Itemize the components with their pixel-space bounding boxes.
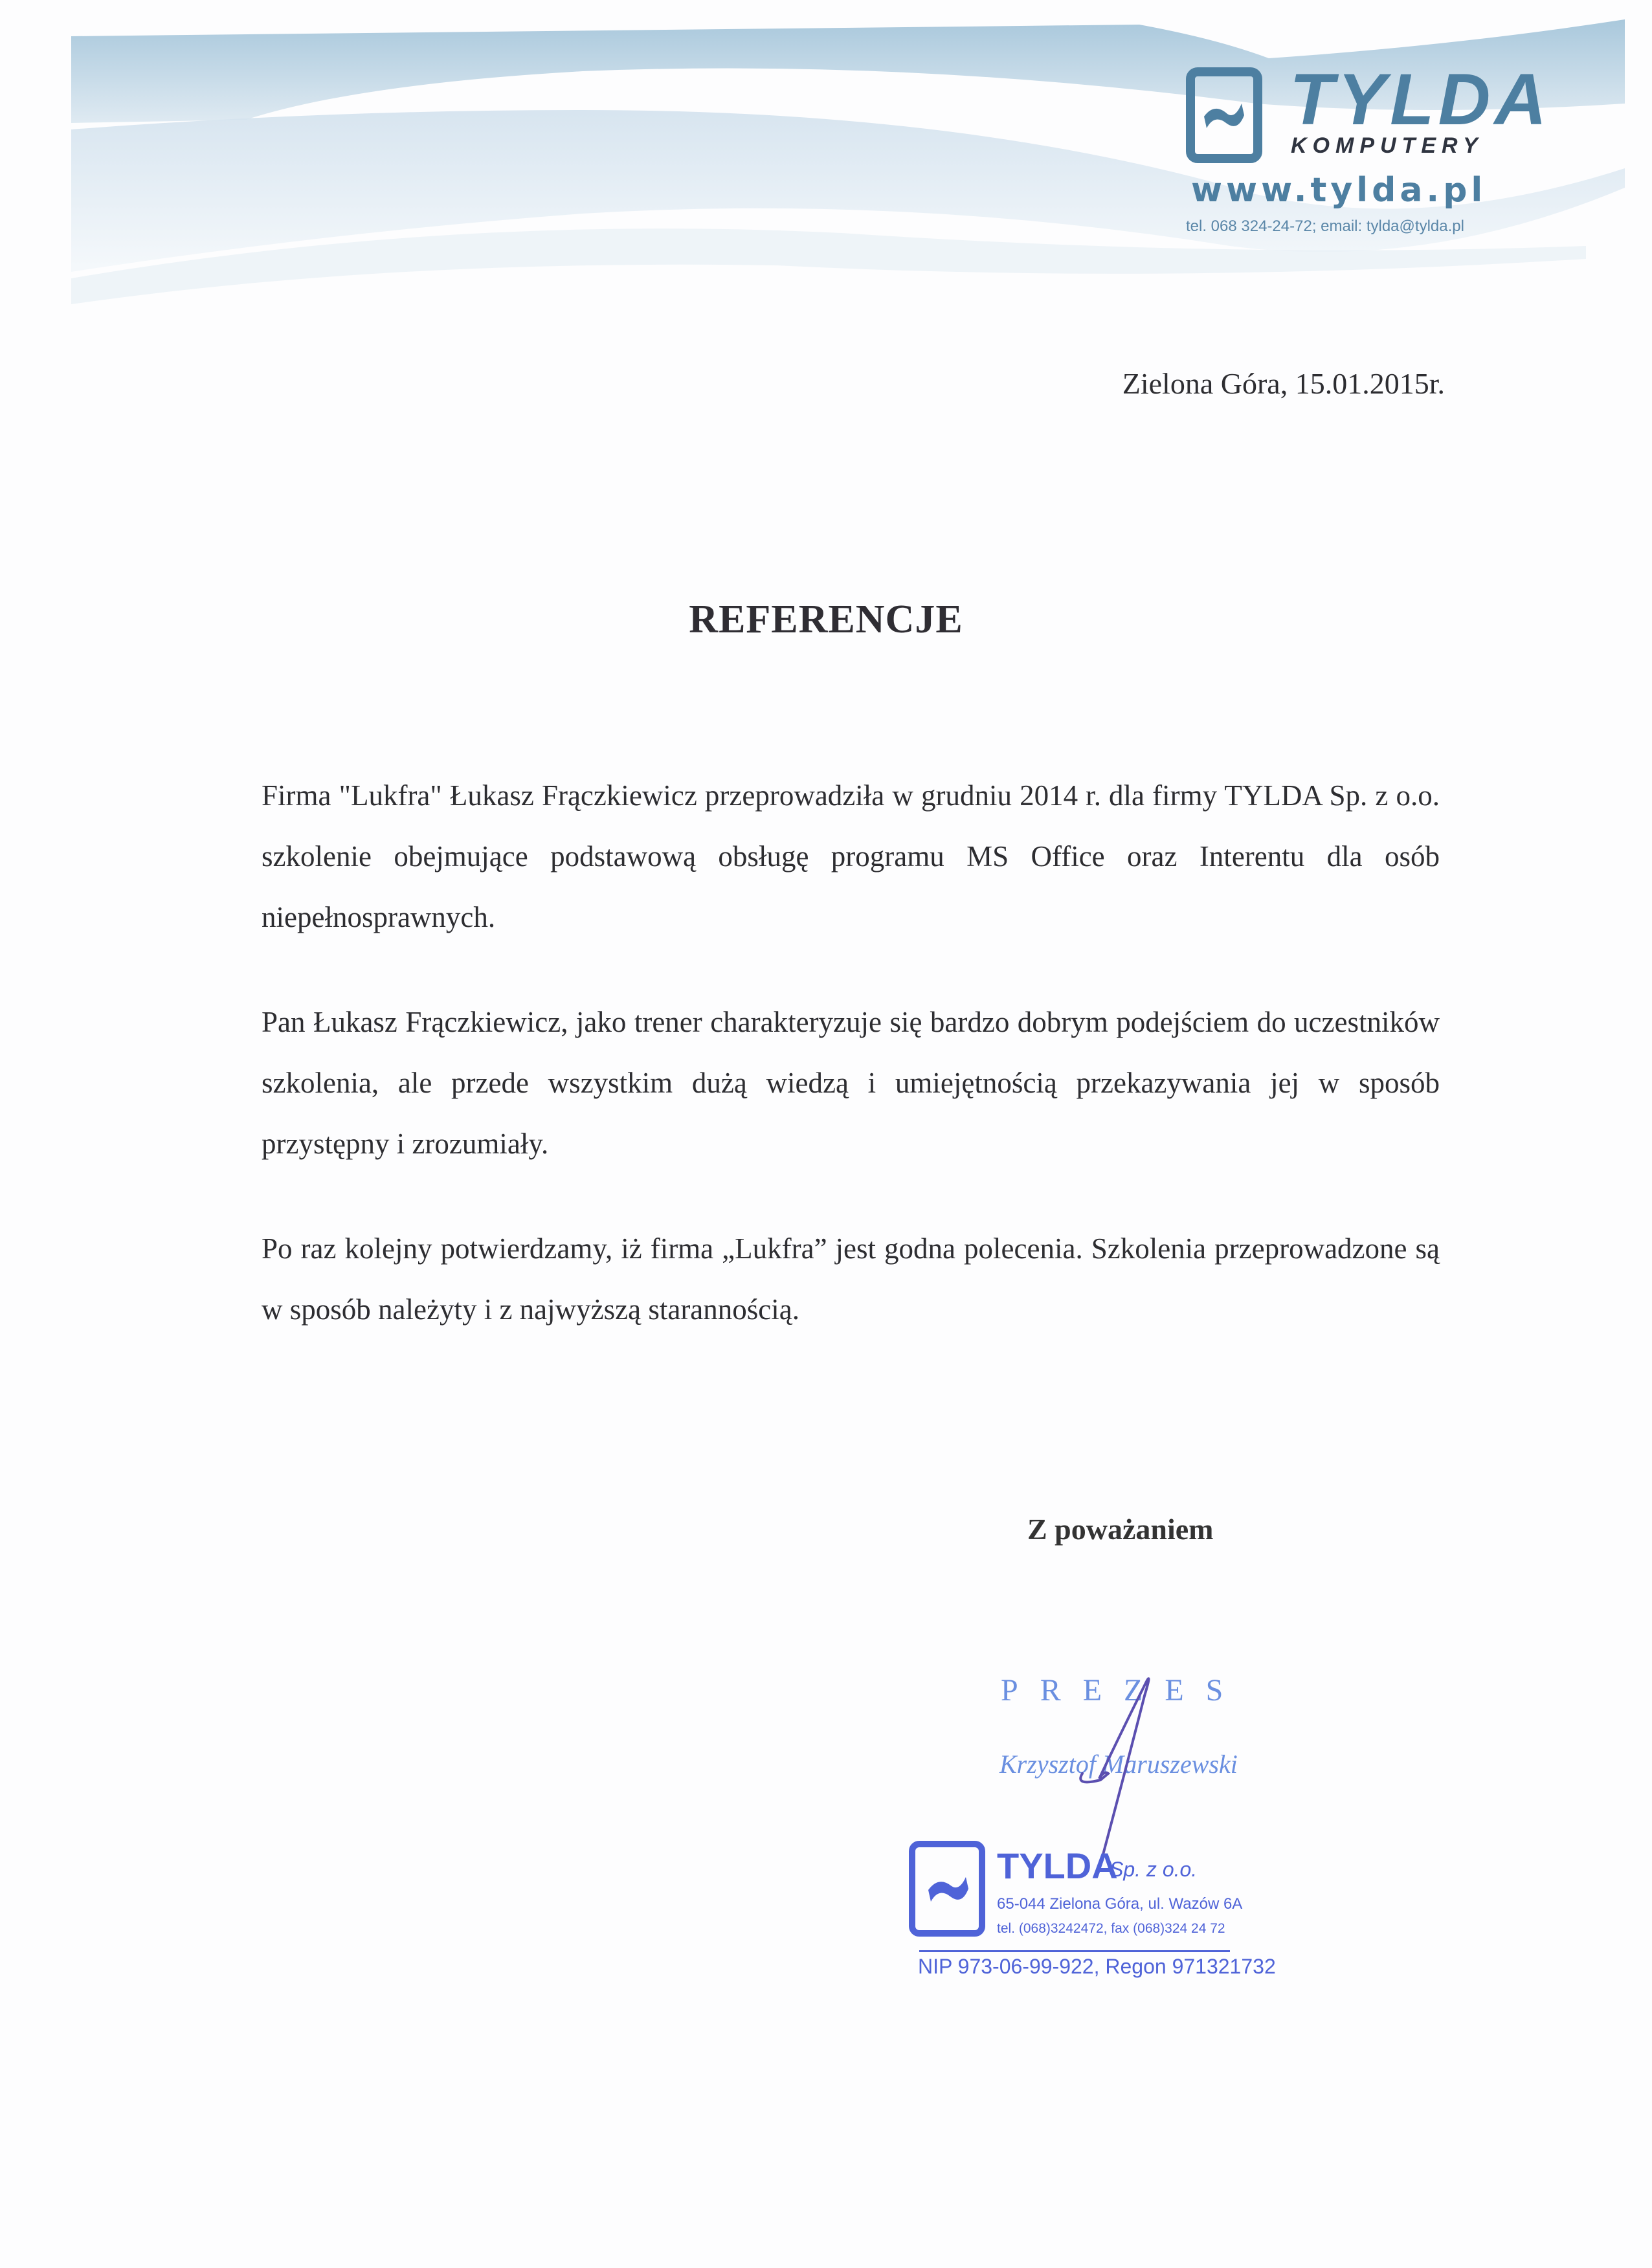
logo-name: TYLDA — [1289, 59, 1551, 140]
stamp-divider — [919, 1950, 1230, 1952]
stamp-legal-form: Sp. z o.o. — [1110, 1858, 1198, 1881]
wave-logo-icon — [909, 1841, 985, 1937]
document-title: REFERENCJE — [689, 597, 963, 641]
date-line: Zielona Góra, 15.01.2015r. — [1122, 367, 1445, 400]
logo-subtitle: KOMPUTERY — [1291, 133, 1484, 158]
company-stamp — [906, 1838, 1308, 1994]
letterhead-wave-background — [0, 0, 1652, 324]
website-link[interactable]: www.tylda.pl — [1191, 171, 1487, 210]
closing-salutation: Z poważaniem — [1027, 1513, 1214, 1546]
letterhead-contact: tel. 068 324-24-72; email: tylda@tylda.pl — [1186, 217, 1464, 235]
stamp-registry: NIP 973-06-99-922, Regon 971321732 — [918, 1955, 1276, 1978]
paragraph: Pan Łukasz Frączkiewicz, jako trener charakteryzuje się bardzo dobrym podejściem do uczestników szkolenia, ale przede wszystkim dużą wiedzą i umiejętnością przekazywania jej w sposób przystępny i zrozumiały. — [262, 1006, 1440, 1160]
paragraph: Firma "Lukfra" Łukasz Frączkiewicz przeprowadziła w grudniu 2014 r. dla firmy TYLDA Sp. z o.o. szkolenie obejmujące podstawową obsługę programu MS Office oraz Interentu dla osób niepełnosprawnych. — [262, 779, 1440, 933]
stamp-phone-fax: tel. (068)3242472, fax (068)324 24 72 — [997, 1921, 1225, 1936]
stamp-address: 65-044 Zielona Góra, ul. Wazów 6A — [997, 1895, 1243, 1913]
signature-stamp-role: PREZES — [1001, 1673, 1245, 1707]
signature-stamp-name: Krzysztof Maruszewski — [999, 1750, 1238, 1779]
wave-logo-icon — [1186, 67, 1262, 163]
paragraph: Po raz kolejny potwierdzamy, iż firma „Lukfra” jest godna polecenia. Szkolenia przeprowadzone są w sposób należyty i z najwyższą starannością. — [262, 1232, 1440, 1326]
stamp-company-name: TYLDA — [997, 1845, 1118, 1886]
